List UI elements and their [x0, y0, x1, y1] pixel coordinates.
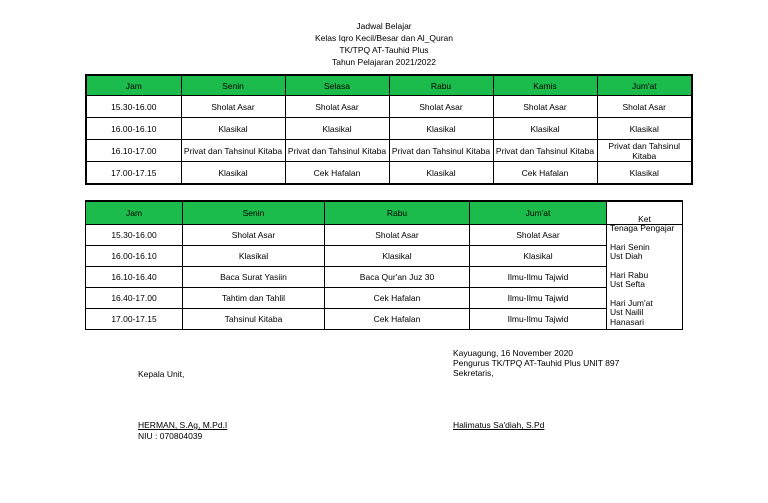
- table-cell: Tahtim dan Tahlil: [183, 288, 325, 309]
- ket-senin-teacher: Ust Diah: [610, 251, 643, 261]
- table-cell: Privat dan Tahsinul Kitaba: [285, 140, 389, 162]
- table-cell: Baca Surat Yasiin: [183, 267, 325, 288]
- ket-title: Tenaga Pengajar: [610, 223, 675, 233]
- table-cell: Cek Hafalan: [285, 162, 389, 185]
- table-cell: Sholat Asar: [325, 225, 470, 246]
- table-cell: Privat dan Tahsinul Kitaba: [181, 140, 285, 162]
- table-cell: Baca Qur'an Juz 30: [325, 267, 470, 288]
- table-cell: Sholat Asar: [597, 96, 692, 118]
- col-header: Jam: [86, 75, 181, 96]
- table-cell: 16.00-16.10: [86, 246, 183, 267]
- table-cell: Ilmu-Ilmu Tajwid: [470, 288, 607, 309]
- col-header: Senin: [183, 201, 325, 225]
- signature-head-title: Kepala Unit,: [138, 369, 185, 379]
- table-cell: Sholat Asar: [493, 96, 597, 118]
- table-header-row: [86, 75, 692, 96]
- table-row: [86, 309, 683, 330]
- col-header: Selasa: [285, 75, 389, 96]
- col-header: Kamis: [493, 75, 597, 96]
- table-cell: Klasikal: [470, 246, 607, 267]
- table-cell: 16.10-17.00: [86, 140, 181, 162]
- table-cell: Klasikal: [285, 118, 389, 140]
- table-cell: Klasikal: [493, 118, 597, 140]
- table-row: [86, 96, 692, 118]
- table-cell: Ilmu-Ilmu Tajwid: [470, 267, 607, 288]
- table-row: [86, 267, 683, 288]
- table-cell: Privat dan Tahsinul Kitaba: [493, 140, 597, 162]
- col-header: Jam: [86, 201, 183, 225]
- table-cell: Klasikal: [181, 162, 285, 185]
- signature-place-date: Kayuagung, 16 November 2020: [453, 348, 574, 358]
- table-row: [86, 118, 692, 140]
- ket-jumat-teacher-1: Ust Nailil: [610, 307, 644, 317]
- doc-subtitle-class: Kelas Iqro Kecil/Besar dan Al_Quran: [315, 33, 453, 43]
- ket-rabu-day: Hari Rabu: [610, 269, 649, 280]
- table-cell: 17.00-17.15: [86, 309, 183, 330]
- table-row: [86, 225, 683, 246]
- table-cell: Cek Hafalan: [325, 288, 470, 309]
- table-cell: 15.30-16.00: [86, 225, 183, 246]
- table-row: [86, 162, 692, 185]
- table-header-row: [86, 201, 683, 225]
- ket-jumat-day: Hari Jum'at: [610, 297, 653, 308]
- table-cell: Klasikal: [597, 118, 692, 140]
- col-header: Rabu: [389, 75, 493, 96]
- ket-cell: [607, 225, 683, 330]
- ket-senin-day: Hari Senin: [610, 241, 650, 252]
- signature-secretary-name: Halimatus Sa'diah, S.Pd: [453, 420, 545, 430]
- schedule-table-2: [85, 200, 683, 330]
- table-row: [86, 288, 683, 309]
- signature-head-name: HERMAN, S.Ag, M.Pd.I: [138, 420, 228, 430]
- schedule-table-1: [85, 74, 693, 185]
- table-cell: Cek Hafalan: [325, 309, 470, 330]
- table-cell: Sholat Asar: [181, 96, 285, 118]
- table-cell: Klasikal: [325, 246, 470, 267]
- table-cell: Privat dan Tahsinul Kitaba: [597, 140, 692, 162]
- table-cell: Sholat Asar: [389, 96, 493, 118]
- table-cell: Sholat Asar: [285, 96, 389, 118]
- signature-organization: Pengurus TK/TPQ AT-Tauhid Plus UNIT 897: [453, 358, 620, 368]
- table-cell: 16.40-17.00: [86, 288, 183, 309]
- table-cell: Sholat Asar: [470, 225, 607, 246]
- ket-rabu-teacher: Ust Sefta: [610, 279, 645, 289]
- col-header: Senin: [181, 75, 285, 96]
- table-cell: Cek Hafalan: [493, 162, 597, 185]
- signature-head-niu: NIU : 070804039: [138, 431, 203, 441]
- table-cell: Klasikal: [389, 118, 493, 140]
- col-header-ket: Ket: [607, 201, 683, 225]
- table-row: [86, 140, 692, 162]
- table-cell: 16.10-16.40: [86, 267, 183, 288]
- col-header: Jum'at: [470, 201, 607, 225]
- table-cell: Klasikal: [183, 246, 325, 267]
- doc-subtitle-school: TK/TPQ AT-Tauhid Plus: [339, 45, 429, 55]
- table-row: [86, 246, 683, 267]
- table-cell: Tahsinul Kitaba: [183, 309, 325, 330]
- table-cell: Klasikal: [597, 162, 692, 185]
- col-header: Jum'at: [597, 75, 692, 96]
- doc-subtitle-year: Tahun Pelajaran 2021/2022: [332, 57, 436, 67]
- table-cell: Ilmu-Ilmu Tajwid: [470, 309, 607, 330]
- col-header: Rabu: [325, 201, 470, 225]
- table-cell: 17.00-17.15: [86, 162, 181, 185]
- signature-secretary-title: Sekretaris,: [453, 368, 494, 378]
- ket-jumat-teacher-2: Hanasari: [610, 316, 645, 327]
- table-cell: Klasikal: [389, 162, 493, 185]
- table-cell: Klasikal: [181, 118, 285, 140]
- table-cell: 16.00-16.10: [86, 118, 181, 140]
- table-cell: Sholat Asar: [183, 225, 325, 246]
- table-cell: Privat dan Tahsinul Kitaba: [389, 140, 493, 162]
- doc-title: Jadwal Belajar: [356, 21, 412, 31]
- table-cell: 15.30-16.00: [86, 96, 181, 118]
